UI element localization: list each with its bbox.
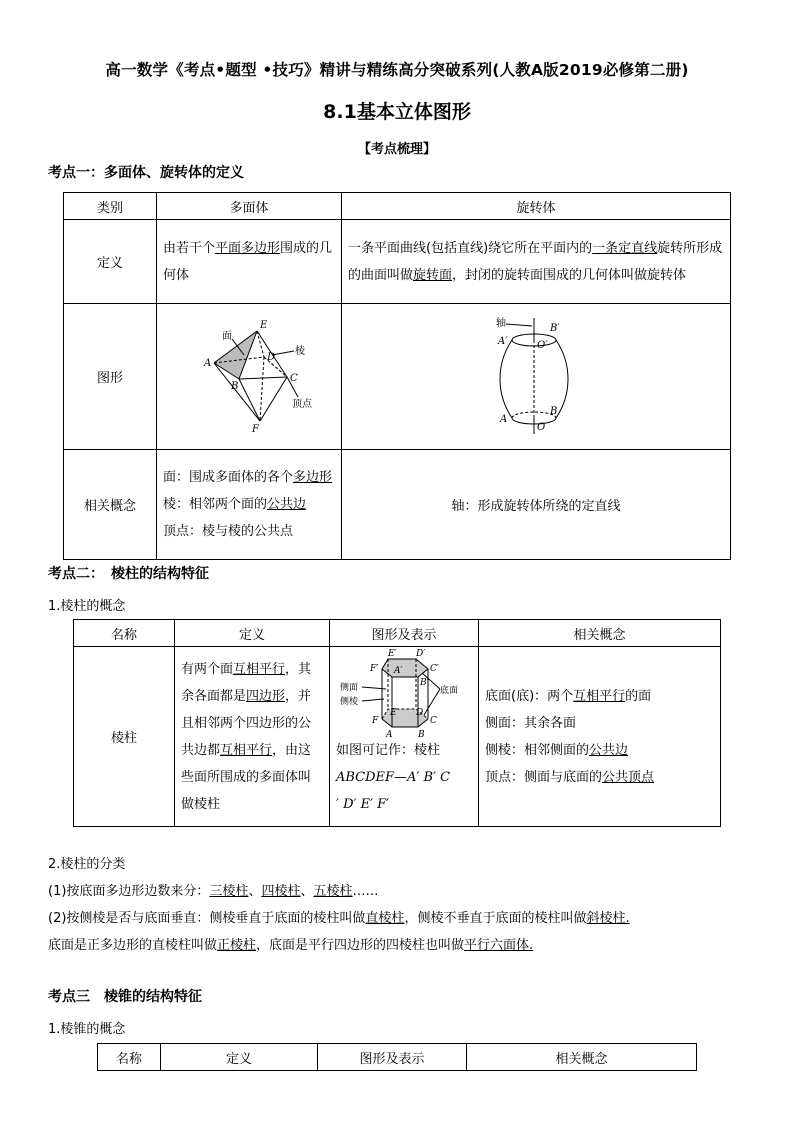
k2-sub1: 1.棱柱的概念 [48, 599, 126, 614]
th-name: 名称 [74, 620, 175, 647]
th-definition: 定义 [161, 1044, 318, 1071]
th-concepts: 相关概念 [479, 620, 721, 647]
label-E: E [260, 319, 268, 331]
k2-line3: 底面是正多边形的直棱柱叫做正棱柱，底面是平行四边形的四棱柱也叫做平行六面体. [48, 938, 534, 953]
prism-figure-cell [330, 647, 479, 827]
prism-name: 棱柱 [74, 647, 175, 827]
label-F: F [252, 423, 259, 435]
label-C: C [430, 716, 437, 726]
prism-concepts: 底面(底)：两个互相平行的面 侧面：其余各面 侧棱：相邻侧面的公共边 顶点：侧面与底面的公共顶点 [479, 647, 721, 827]
label-A: A [386, 730, 393, 740]
label-Oprime: O′ [537, 339, 548, 351]
table-prism [73, 619, 721, 827]
label-Aprime: A′ [394, 666, 403, 676]
label-Bprime: B′ [550, 322, 560, 334]
th-polyhedron: 多面体 [157, 193, 342, 220]
label-axis: 轴 [496, 317, 506, 329]
poly-definition: 由若干个平面多边形围成的几何体 [157, 220, 342, 304]
label-B: B [231, 380, 239, 392]
label-A: A [204, 357, 212, 369]
row-label-definition: 定义 [64, 220, 157, 304]
table-polyhedron-rotation [63, 192, 731, 560]
barrel-figure [476, 314, 596, 440]
label-Fprime: F′ [370, 664, 379, 674]
label-Cprime: C′ [430, 664, 439, 674]
label-B: B [418, 730, 425, 740]
th-concepts: 相关概念 [467, 1044, 697, 1071]
label-side-face: 侧面 [340, 683, 359, 693]
label-Aprime: A′ [498, 335, 508, 347]
label-face: 面 [222, 330, 232, 342]
th-definition: 定义 [175, 620, 330, 647]
label-D: D [267, 351, 276, 363]
prism-notation-2: ′ D′ E′ F′ [336, 797, 390, 812]
th-name: 名称 [98, 1044, 161, 1071]
series-title: 高一数学《考点•题型 •技巧》精讲与精练高分突破系列(人教A版2019必修第二册) [105, 61, 689, 79]
row-label-figure: 图形 [64, 304, 157, 450]
th-category: 类别 [64, 193, 157, 220]
heading-k1: 考点一：多面体、旋转体的定义 [48, 165, 244, 181]
k2-line1: (1)按底面多边形边数来分：三棱柱、四棱柱、五棱柱…… [48, 884, 379, 899]
table-pyramid [97, 1043, 697, 1071]
label-C: C [290, 372, 298, 384]
label-F: F [372, 716, 379, 726]
label-O: O [537, 421, 546, 433]
prism-notation-1: ABCDEF—A′ B′ C [336, 770, 451, 785]
label-Eprime: E′ [388, 649, 397, 659]
label-A: A [500, 413, 508, 425]
rot-definition: 一条平面曲线(包括直线)绕它所在平面内的一条定直线旋转所形成的曲面叫做旋转面，封闭的旋转面围成的几何体叫做旋转体 [342, 220, 731, 304]
document-title: 8.1基本立体图形 [323, 101, 471, 123]
poly-figure-cell [157, 304, 342, 450]
octahedron-figure [174, 317, 324, 437]
k2-line2: (2)按侧棱是否与底面垂直：侧棱垂直于底面的棱柱叫做直棱柱，侧棱不垂直于底面的棱柱叫做斜棱柱. [48, 911, 630, 926]
label-E: E [390, 708, 397, 718]
label-D: D [416, 708, 424, 718]
heading-k2: 考点二： 棱柱的结构特征 [48, 566, 209, 582]
k2-sub2: 2.棱柱的分类 [48, 857, 126, 872]
prism-notation-label: 如图可记作：棱柱 [336, 743, 441, 758]
label-Bprime: B′ [420, 678, 429, 688]
th-figure: 图形及表示 [318, 1044, 467, 1071]
th-rotation: 旋转体 [342, 193, 731, 220]
label-vertex: 顶点 [292, 398, 312, 410]
label-B: B [550, 405, 558, 417]
heading-k3: 考点三 棱锥的结构特征 [48, 989, 202, 1005]
label-Dprime: D′ [416, 649, 426, 659]
row-label-concepts: 相关概念 [64, 450, 157, 560]
k3-sub1: 1.棱锥的概念 [48, 1022, 126, 1037]
hexagonal-prism-figure [340, 649, 468, 741]
poly-concepts: 面：围成多面体的各个多边形 棱：相邻两个面的公共边 顶点：棱与棱的公共点 [157, 450, 342, 560]
th-figure: 图形及表示 [330, 620, 479, 647]
label-edge: 棱 [295, 345, 305, 357]
label-side-edge: 侧棱 [340, 697, 359, 707]
label-base: 底面 [440, 686, 459, 696]
section-label: 【考点梳理】 [357, 142, 436, 157]
prism-definition: 有两个面互相平行，其余各面都是四边形，并且相邻两个四边形的公共边都互相平行，由这些面所围成的多面体叫做棱柱 [175, 647, 330, 827]
rot-concepts: 轴：形成旋转体所绕的定直线 [342, 450, 731, 560]
rot-figure-cell [342, 304, 731, 450]
